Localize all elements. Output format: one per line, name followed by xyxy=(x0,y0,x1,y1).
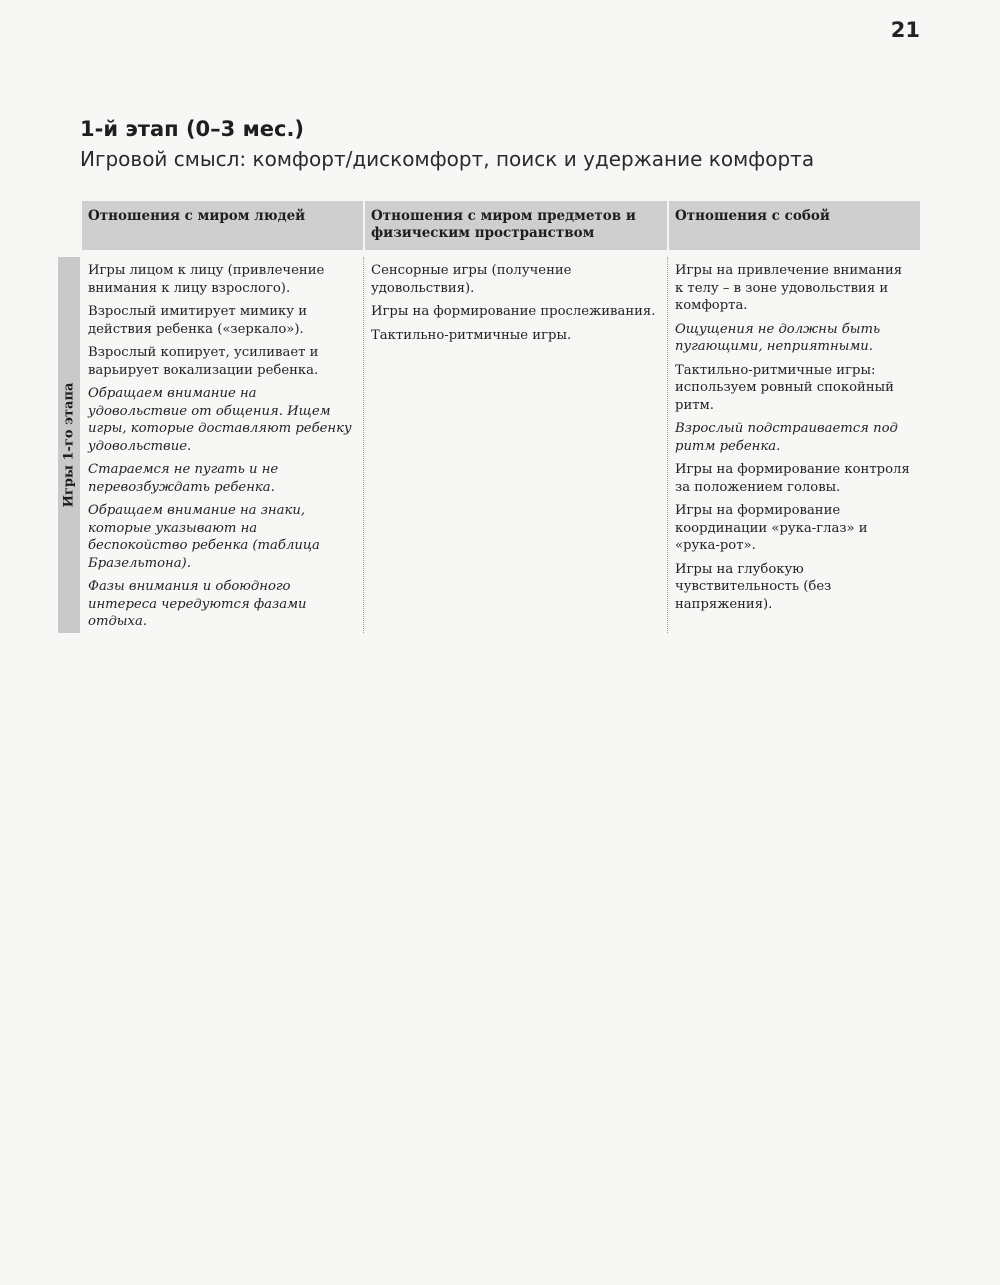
cell-item: Взрослый копирует, усиливает и варьирует вокализации ребенка. xyxy=(88,345,319,378)
cell-item: Игры на глубокую чувствительность (без напряжения). xyxy=(675,561,832,612)
cell-item: Игры на формирование координации «рука-глаз» и «рука-рот». xyxy=(675,503,868,553)
cell-item: Сенсорные игры (получение удовольствия). xyxy=(371,263,572,296)
cell-item: Тактильно-ритмичные игры. xyxy=(371,327,572,343)
cell-item-note: Взрослый подстраивается под ритм ребенка. xyxy=(675,421,898,454)
cell-item: Игры на привлечение внимания к телу – в зоне удовольствия и комфорта. xyxy=(675,263,903,313)
cell-item: Игры на формирование прослеживания. xyxy=(371,304,656,319)
stage-subtitle: Игровой смысл: комфорт/дискомфорт, поиск и удержание комфорта xyxy=(80,147,815,171)
cell-item-note: Обращаем внимание на удовольствие от общения. Ищем игры, которые доставляют ребенку удовольствие. xyxy=(88,386,352,454)
cell-item: Игры на формирование контроля за положением головы. xyxy=(675,462,910,495)
cell-item: Взрослый имитирует мимику и действия ребенка («зеркало»). xyxy=(88,304,307,337)
row-side-label xyxy=(58,257,80,633)
side-label-text: Игры 1-го этапа xyxy=(61,382,77,508)
stage-title: 1-й этап (0–3 мес.) xyxy=(80,117,305,141)
cell-item: Тактильно-ритмичные игры: используем ровный спокойный ритм. xyxy=(675,362,894,413)
cell-item-note: Обращаем внимание на знаки, которые указывают на беспокойство ребенка (таблица Бразельтона). xyxy=(88,503,320,571)
column-people xyxy=(82,257,364,633)
page-number: 21 xyxy=(890,18,920,42)
header-people: Отношения с миром людей xyxy=(82,201,363,250)
games-table xyxy=(58,201,920,633)
cell-item-note: Ощущения не должны быть пугающими, неприятными. xyxy=(675,321,881,354)
cell-item: Игры лицом к лицу (привлечение внимания к лицу взрослого). xyxy=(88,263,325,296)
column-self xyxy=(669,257,920,633)
header-objects-space: Отношения с миром предметов и физическим пространством xyxy=(365,201,667,250)
column-objects-space xyxy=(365,257,668,633)
section-heading xyxy=(80,115,940,173)
header-self: Отношения с собой xyxy=(669,201,920,250)
cell-item-note: Стараемся не пугать и не перевозбуждать ребенка. xyxy=(88,462,279,495)
cell-item-note: Фазы внимания и обоюдного интереса чередуются фазами отдыха. xyxy=(88,579,307,629)
